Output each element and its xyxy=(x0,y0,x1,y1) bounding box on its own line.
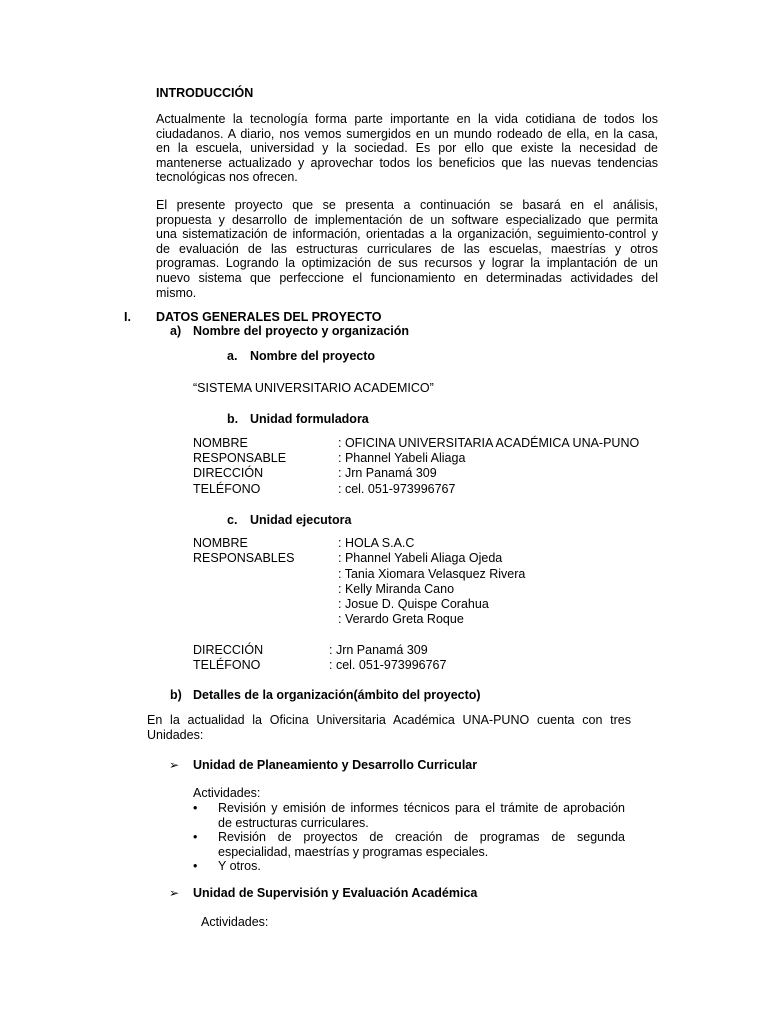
text-line: de estructuras curriculares. xyxy=(218,815,369,830)
item-title: Unidad formuladora xyxy=(250,412,369,426)
item-title: Unidad ejecutora xyxy=(250,513,352,527)
section-title: DATOS GENERALES DEL PROYECTO xyxy=(156,310,382,324)
unit-title: Unidad de Planeamiento y Desarrollo Curricular xyxy=(193,758,478,772)
responsible-name: : Josue D. Quispe Corahua xyxy=(338,597,489,611)
text-line: ciudadanos. A diario, nos vemos sumergidos en un mundo rodeado de ella, en la casa, xyxy=(156,126,658,141)
field-value: : Jrn Panamá 309 xyxy=(329,643,428,657)
text-line: en la escuela, universidad y la sociedad. Es por ello que existe la necesidad de xyxy=(156,141,658,156)
subsection-title: Detalles de la organización(ámbito del proyecto) xyxy=(193,688,481,702)
subsection-letter: b) xyxy=(170,688,182,702)
field-label: DIRECCIÓN xyxy=(193,466,264,480)
responsible-name: : Kelly Miranda Cano xyxy=(338,582,455,596)
activities-label: Actividades: xyxy=(201,915,269,929)
field-label: RESPONSABLE xyxy=(193,451,287,465)
field-label: TELÉFONO xyxy=(193,658,261,672)
field-label: NOMBRE xyxy=(193,436,248,450)
text-line: una sistematización de información, orientadas a la organización, seguimiento-control y xyxy=(156,227,658,242)
intro-heading: INTRODUCCIÓN xyxy=(156,86,254,100)
field-label: TELÉFONO xyxy=(193,482,261,496)
responsible-name: : Phannel Yabeli Aliaga Ojeda xyxy=(338,551,503,565)
text-line: Unidades: xyxy=(147,727,204,742)
intro-paragraph-1 xyxy=(156,112,658,185)
text-line: Y otros. xyxy=(218,859,261,873)
section-number: I. xyxy=(124,310,131,324)
item-title: Nombre del proyecto xyxy=(250,349,376,363)
text-line: tecnológicas nos ofrecen. xyxy=(156,170,298,185)
responsible-name: : Verardo Greta Roque xyxy=(338,612,464,626)
field-value: : OFICINA UNIVERSITARIA ACADÉMICA UNA-PUNO xyxy=(338,436,640,450)
text-line: Revisión de proyectos de creación de programas de segunda xyxy=(218,830,625,844)
text-line: de evaluación de las estructuras curriculares de las escuelas, maestrías y otros xyxy=(156,241,658,256)
field-value: : Jrn Panamá 309 xyxy=(338,466,437,480)
subsection-title: Nombre del proyecto y organización xyxy=(193,324,410,338)
bullet-icon: • xyxy=(193,859,198,873)
field-value: : cel. 051-973996767 xyxy=(338,482,456,496)
field-value: : cel. 051-973996767 xyxy=(329,658,447,672)
text-line: mismo. xyxy=(156,285,197,300)
activities-label: Actividades: xyxy=(193,786,261,800)
responsible-name: : Tania Xiomara Velasquez Rivera xyxy=(338,567,526,581)
field-label: DIRECCIÓN xyxy=(193,643,264,657)
field-label: RESPONSABLES xyxy=(193,551,295,565)
bullet-icon: • xyxy=(193,801,198,815)
item-letter: c. xyxy=(227,513,238,527)
text-line: especialidad, maestrías y programas especiales. xyxy=(218,844,489,859)
bullet-icon: • xyxy=(193,830,198,844)
text-line: El presente proyecto que se presenta a continuación se basará en el análisis, xyxy=(156,198,658,212)
field-value: : Phannel Yabeli Aliaga xyxy=(338,451,466,465)
item-letter: b. xyxy=(227,412,239,426)
arrow-bullet-icon: ➢ xyxy=(169,886,180,900)
field-label: NOMBRE xyxy=(193,536,248,550)
item-letter: a. xyxy=(227,349,238,363)
text-line: programas. Logrando la optimización de sus recursos y lograr la implantación de un xyxy=(156,256,658,271)
project-name: “SISTEMA UNIVERSITARIO ACADEMICO” xyxy=(193,381,434,395)
unit-title: Unidad de Supervisión y Evaluación Académica xyxy=(193,886,478,900)
arrow-bullet-icon: ➢ xyxy=(169,758,180,772)
text-line: propuesta y desarrollo de implementación de un software especializado que permita xyxy=(156,212,658,227)
text-line: Revisión y emisión de informes técnicos para el trámite de aprobación xyxy=(218,801,625,815)
organization-intro xyxy=(147,713,631,742)
subsection-letter: a) xyxy=(170,324,182,338)
text-line: nuevo sistema que perfeccione el funcionamiento en determinadas actividades del xyxy=(156,270,658,285)
text-line: Actualmente la tecnología forma parte importante en la vida cotidiana de todos los xyxy=(156,112,658,126)
text-line: En la actualidad la Oficina Universitaria Académica UNA-PUNO cuenta con tres xyxy=(147,713,631,727)
field-value: : HOLA S.A.C xyxy=(338,536,415,550)
text-line: mantenerse actualizado y aprovechar todos los beneficios que las nuevas tendencias xyxy=(156,155,658,170)
intro-paragraph-2 xyxy=(156,198,658,300)
